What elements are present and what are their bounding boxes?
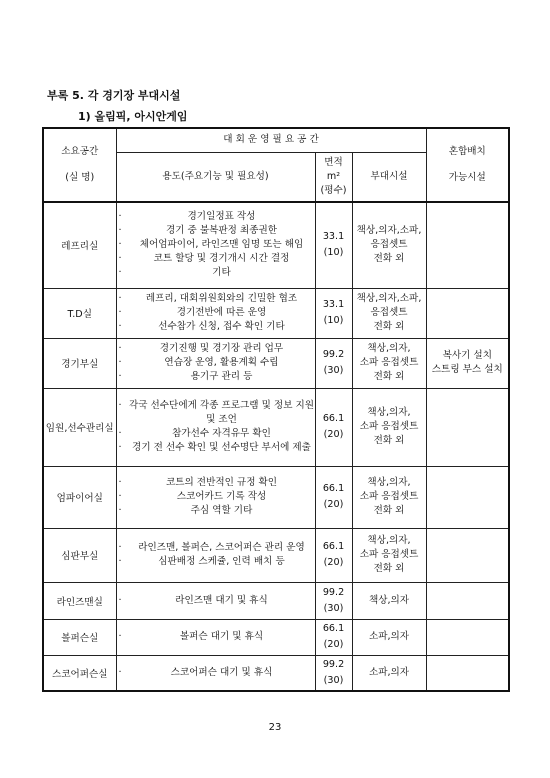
room-name: 스코어퍼슨실 bbox=[43, 655, 116, 691]
facility-line: 전화 외 bbox=[373, 505, 405, 516]
area-sqm: 66.1 bbox=[322, 413, 345, 424]
table-row bbox=[43, 528, 509, 582]
area-pyeong: (20) bbox=[323, 639, 344, 650]
usage-item: · 경기전반에 따른 운영 bbox=[117, 306, 315, 320]
room-mixed bbox=[426, 582, 509, 619]
usage-item: · 심판배정 스케쥴, 인력 배치 등 bbox=[117, 555, 315, 569]
room-area bbox=[315, 338, 352, 388]
page-number: 23 bbox=[268, 722, 282, 733]
room-facilities bbox=[352, 338, 426, 388]
area-sqm: 99.2 bbox=[322, 658, 345, 670]
header-area: 면적 m² (평수) bbox=[315, 152, 352, 202]
room-area bbox=[315, 202, 352, 288]
usage-item: · 코트의 전반적인 규정 확인 bbox=[117, 476, 315, 490]
area-pyeong: (10) bbox=[323, 247, 344, 259]
facility-line: 소파,의자 bbox=[368, 666, 410, 678]
room-usage bbox=[116, 619, 315, 655]
facility-line: 소파 응접셋트 bbox=[359, 491, 419, 502]
room-name: T.D실 bbox=[43, 288, 116, 338]
area-pyeong: (20) bbox=[323, 429, 344, 440]
room-facilities bbox=[352, 655, 426, 691]
usage-item: · 스코어카드 기록 작성 bbox=[117, 490, 315, 504]
facility-line: 응접셋트 bbox=[370, 307, 408, 318]
room-facilities bbox=[352, 582, 426, 619]
room-facilities bbox=[352, 288, 426, 338]
room-area bbox=[315, 582, 352, 619]
header-facility: 부대시설 bbox=[352, 152, 426, 202]
usage-item: · 선수참가 신청, 접수 확인 기타 bbox=[117, 320, 315, 334]
table-row bbox=[43, 655, 509, 691]
usage-item: · 라인즈맨, 볼퍼슨, 스코어퍼슨 관리 운영 bbox=[117, 541, 315, 555]
area-sqm: 99.2 bbox=[322, 349, 345, 360]
facility-line: 전화 외 bbox=[373, 435, 405, 446]
area-sqm: 99.2 bbox=[322, 586, 345, 598]
room-name: 임원,선수관리실 bbox=[43, 388, 116, 466]
appendix-heading: 부록 5. 각 경기장 부대시설 bbox=[47, 89, 181, 102]
area-pyeong: (30) bbox=[323, 602, 344, 614]
room-usage bbox=[116, 338, 315, 388]
header-group: 대 회 운 영 필 요 공 간 bbox=[116, 128, 426, 152]
room-mixed bbox=[426, 388, 509, 466]
room-name: 라인즈맨실 bbox=[43, 582, 116, 619]
room-area bbox=[315, 288, 352, 338]
room-name: 볼퍼슨실 bbox=[43, 619, 116, 655]
usage-item: · 볼퍼슨 대기 및 휴식 bbox=[117, 630, 315, 644]
facility-line: 책상,의자 bbox=[368, 594, 410, 606]
area-pyeong: (30) bbox=[323, 365, 344, 376]
room-area bbox=[315, 466, 352, 528]
area-pyeong: (20) bbox=[323, 499, 344, 510]
facility-line: 소파 응접셋트 bbox=[359, 357, 419, 368]
usage-item: · 경기 전 선수 확인 및 선수명단 부서에 제출 bbox=[117, 441, 315, 455]
facility-line: 책상,의자, bbox=[367, 407, 411, 418]
usage-item: · 레프리, 대회위원회와의 긴밀한 협조 bbox=[117, 292, 315, 306]
facility-line: 책상,의자, bbox=[367, 477, 411, 488]
mixed-line: 스트링 부스 설치 bbox=[431, 364, 503, 375]
area-pyeong: (30) bbox=[323, 674, 344, 686]
room-name: 레프리실 bbox=[43, 202, 116, 288]
room-name: 심판부실 bbox=[43, 528, 116, 582]
table-row bbox=[43, 388, 509, 466]
room-area bbox=[315, 619, 352, 655]
room-facilities bbox=[352, 388, 426, 466]
room-facilities bbox=[352, 619, 426, 655]
usage-item: · 각국 선수단에게 각종 프로그램 및 정보 지원 및 조언 bbox=[117, 399, 315, 427]
facility-line: 책상,의자, bbox=[367, 343, 411, 354]
room-mixed bbox=[426, 619, 509, 655]
room-usage bbox=[116, 528, 315, 582]
room-mixed bbox=[426, 202, 509, 288]
room-mixed bbox=[426, 288, 509, 338]
room-name: 엄파이어실 bbox=[43, 466, 116, 528]
area-sqm: 33.1 bbox=[322, 299, 345, 310]
facility-line: 응접셋트 bbox=[370, 239, 408, 251]
room-usage bbox=[116, 388, 315, 466]
facility-line: 소파 응접셋트 bbox=[359, 549, 419, 560]
usage-item: · 스코어퍼슨 대기 및 휴식 bbox=[117, 666, 315, 680]
usage-item: · 라인즈맨 대기 및 휴식 bbox=[117, 594, 315, 608]
usage-item: · 경기 중 불복판정 최종권한 bbox=[117, 224, 315, 238]
table-row bbox=[43, 582, 509, 619]
room-area bbox=[315, 655, 352, 691]
facility-line: 전화 외 bbox=[373, 563, 405, 574]
room-mixed bbox=[426, 528, 509, 582]
facility-line: 전화 외 bbox=[373, 253, 405, 265]
room-usage bbox=[116, 202, 315, 288]
facility-line: 소파 응접셋트 bbox=[359, 421, 419, 432]
room-facilities bbox=[352, 528, 426, 582]
room-usage bbox=[116, 466, 315, 528]
room-usage bbox=[116, 288, 315, 338]
facility-line: 전화 외 bbox=[373, 371, 405, 382]
usage-item: · 주심 역할 기타 bbox=[117, 504, 315, 518]
usage-item: · 연습장 운영, 활용계획 수립 bbox=[117, 356, 315, 370]
room-mixed bbox=[426, 338, 509, 388]
usage-item: · 경기일정표 작성 bbox=[117, 210, 315, 224]
usage-item: · 체어엄파이어, 라인즈맨 임명 또는 해임 bbox=[117, 238, 315, 252]
facility-line: 소파,의자 bbox=[368, 631, 410, 642]
section-subheading: 1) 올림픽, 아시안게임 bbox=[78, 110, 188, 123]
table-row bbox=[43, 288, 509, 338]
table-row bbox=[43, 338, 509, 388]
facility-line: 전화 외 bbox=[373, 321, 405, 332]
facility-line: 책상,의자,소파, bbox=[356, 225, 422, 237]
room-usage bbox=[116, 655, 315, 691]
table-row bbox=[43, 619, 509, 655]
facility-line: 책상,의자,소파, bbox=[356, 293, 422, 304]
header-mixed: 혼합배치 가능시설 bbox=[426, 128, 509, 202]
area-sqm: 66.1 bbox=[322, 541, 345, 552]
table-row bbox=[43, 466, 509, 528]
room-mixed bbox=[426, 466, 509, 528]
area-sqm: 66.1 bbox=[322, 483, 345, 494]
usage-item: · 경기진행 및 경기장 관리 업무 bbox=[117, 342, 315, 356]
area-pyeong: (20) bbox=[323, 557, 344, 568]
room-area bbox=[315, 388, 352, 466]
area-pyeong: (10) bbox=[323, 315, 344, 326]
area-sqm: 33.1 bbox=[322, 231, 345, 243]
facility-line: 책상,의자, bbox=[367, 535, 411, 546]
mixed-line: 복사기 설치 bbox=[442, 350, 492, 361]
table-row bbox=[43, 202, 509, 288]
header-space-name: 소요공간 (실 명) bbox=[43, 128, 116, 202]
usage-item: · 코트 할당 및 경기개시 시간 결정 bbox=[117, 252, 315, 266]
usage-item: · 참가선수 자격유무 확인 bbox=[117, 427, 315, 441]
room-facilities bbox=[352, 466, 426, 528]
facility-table bbox=[42, 127, 510, 692]
usage-item: · 기타 bbox=[117, 266, 315, 280]
room-area bbox=[315, 528, 352, 582]
room-usage bbox=[116, 582, 315, 619]
area-sqm: 66.1 bbox=[322, 623, 345, 634]
room-facilities bbox=[352, 202, 426, 288]
room-mixed bbox=[426, 655, 509, 691]
usage-item: · 용기구 관리 등 bbox=[117, 370, 315, 384]
header-usage: 용도(주요기능 및 필요성) bbox=[116, 152, 315, 202]
room-name: 경기부실 bbox=[43, 338, 116, 388]
